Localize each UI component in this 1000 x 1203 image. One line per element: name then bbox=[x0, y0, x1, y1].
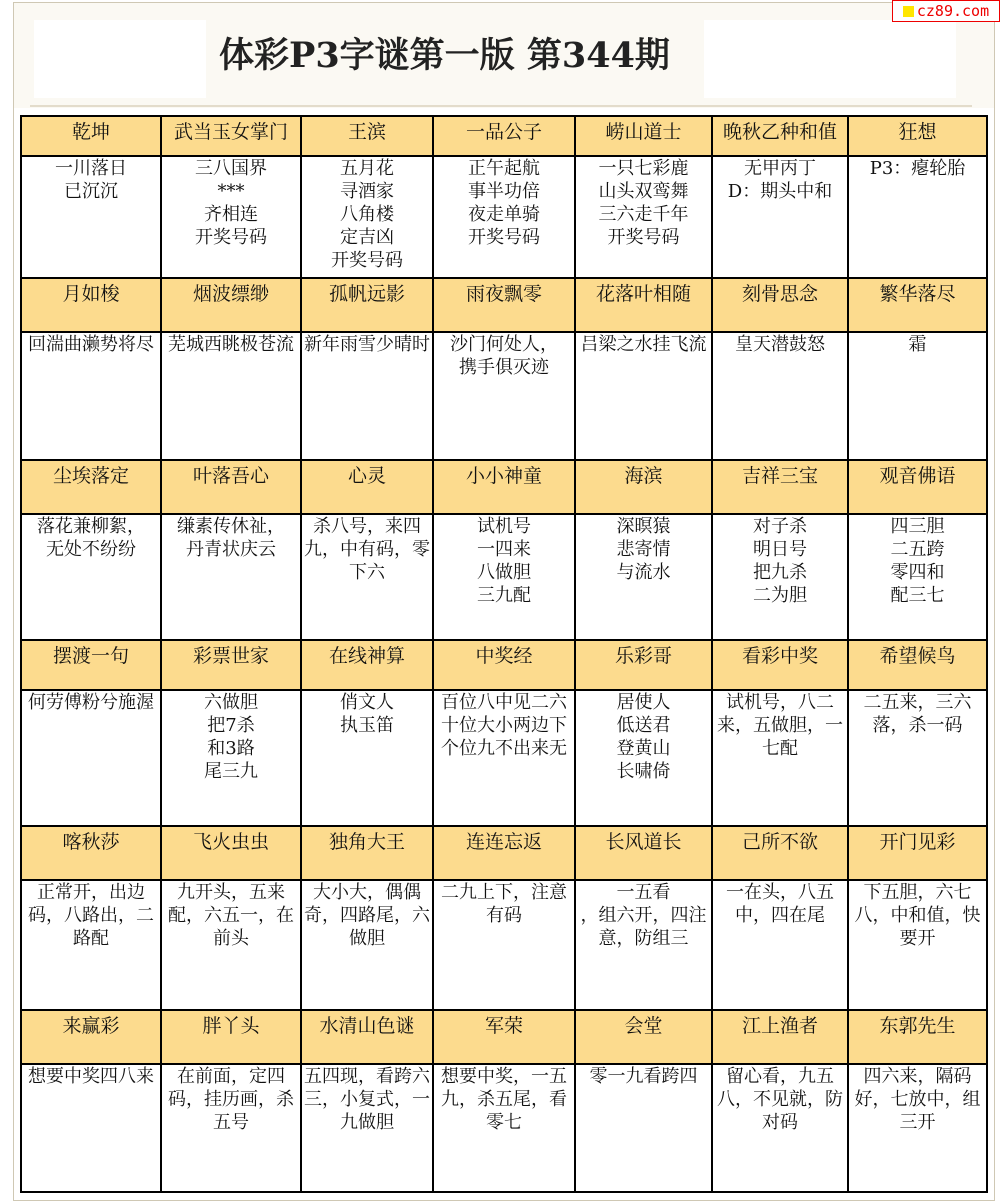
riddle-text: 沙门何处人， 携手俱灭迹 bbox=[433, 332, 575, 460]
author-name: 希望候鸟 bbox=[848, 640, 987, 690]
author-name: 飞火虫虫 bbox=[161, 826, 301, 880]
content-row bbox=[21, 514, 987, 640]
author-name: 雨夜飘零 bbox=[433, 278, 575, 332]
header-row bbox=[21, 116, 987, 156]
logo-square-icon bbox=[903, 6, 914, 17]
author-name: 长风道长 bbox=[575, 826, 712, 880]
riddle-text: 想要中奖四八来 bbox=[21, 1064, 161, 1192]
riddle-text: 二五来，三六落，杀一码 bbox=[848, 690, 987, 826]
author-name: 连连忘返 bbox=[433, 826, 575, 880]
content-row bbox=[21, 1064, 987, 1192]
riddle-text: 在前面，定四码，挂历画，杀五号 bbox=[161, 1064, 301, 1192]
header-row bbox=[21, 278, 987, 332]
riddle-text: 杀八号，来四九，中有码，零下六 bbox=[301, 514, 433, 640]
riddle-text: 三八国界 *** 齐相连 开奖号码 bbox=[161, 156, 301, 278]
content-row bbox=[21, 332, 987, 460]
riddle-text: 霜 bbox=[848, 332, 987, 460]
author-name: 来赢彩 bbox=[21, 1010, 161, 1064]
header-row bbox=[21, 640, 987, 690]
author-name: 观音佛语 bbox=[848, 460, 987, 514]
riddle-text: 六做胆 把7杀 和3路 尾三九 bbox=[161, 690, 301, 826]
author-name: 东郭先生 bbox=[848, 1010, 987, 1064]
author-name: 中奖经 bbox=[433, 640, 575, 690]
riddle-text: 四三胆 二五跨 零四和 配三七 bbox=[848, 514, 987, 640]
riddle-text: 一只七彩鹿 山头双鸾舞 三六走千年 开奖号码 bbox=[575, 156, 712, 278]
author-name: 看彩中奖 bbox=[712, 640, 848, 690]
riddle-text: 俏文人 执玉笛 bbox=[301, 690, 433, 826]
site-watermark bbox=[892, 0, 1000, 22]
riddle-text: 百位八中见二六 十位大小两边下 个位九不出来无 bbox=[433, 690, 575, 826]
author-name: 军荣 bbox=[433, 1010, 575, 1064]
author-name: 尘埃落定 bbox=[21, 460, 161, 514]
author-name: 花落叶相随 bbox=[575, 278, 712, 332]
author-name: 武当玉女掌门 bbox=[161, 116, 301, 156]
riddle-table bbox=[20, 115, 988, 1193]
riddle-text: P3：瘪轮胎 bbox=[848, 156, 987, 278]
riddle-text: 四六来，隔码好，七放中，组三开 bbox=[848, 1064, 987, 1192]
header-divider bbox=[30, 105, 972, 107]
riddle-text: 五四现，看跨六三，小复式，一九做胆 bbox=[301, 1064, 433, 1192]
author-name: 喀秋莎 bbox=[21, 826, 161, 880]
riddle-text: 五月花 寻酒家 八角楼 定吉凶 开奖号码 bbox=[301, 156, 433, 278]
riddle-text: 皇天潜鼓怒 bbox=[712, 332, 848, 460]
riddle-text: 深暝猿 悲寄情 与流水 bbox=[575, 514, 712, 640]
riddle-text: 大小大，偶偶奇，四路尾，六做胆 bbox=[301, 880, 433, 1010]
header-left-panel bbox=[34, 20, 206, 98]
author-name: 狂想 bbox=[848, 116, 987, 156]
header-right-panel bbox=[704, 20, 956, 98]
riddle-text: 一在头，八五中，四在尾 bbox=[712, 880, 848, 1010]
author-name: 心灵 bbox=[301, 460, 433, 514]
riddle-text: 对子杀 明日号 把九杀 二为胆 bbox=[712, 514, 848, 640]
riddle-text: 一五看 ，组六开，四注意，防组三 bbox=[575, 880, 712, 1010]
riddle-text: 吕梁之水挂飞流 bbox=[575, 332, 712, 460]
author-name: 小小神童 bbox=[433, 460, 575, 514]
riddle-text: 无甲丙丁 D：期头中和 bbox=[712, 156, 848, 278]
author-name: 海滨 bbox=[575, 460, 712, 514]
page-title: 体彩P3字谜第一版 第344期 bbox=[219, 35, 670, 76]
author-name: 叶落吾心 bbox=[161, 460, 301, 514]
riddle-text: 试机号，八二来，五做胆，一七配 bbox=[712, 690, 848, 826]
riddle-text: 居使人 低送君 登黄山 长啸倚 bbox=[575, 690, 712, 826]
author-name: 会堂 bbox=[575, 1010, 712, 1064]
author-name: 开门见彩 bbox=[848, 826, 987, 880]
author-name: 吉祥三宝 bbox=[712, 460, 848, 514]
riddle-text: 何劳傅粉兮施渥 bbox=[21, 690, 161, 826]
author-name: 刻骨思念 bbox=[712, 278, 848, 332]
author-name: 水清山色谜 bbox=[301, 1010, 433, 1064]
riddle-text: 二九上下，注意有码 bbox=[433, 880, 575, 1010]
riddle-text: 回湍曲濑势将尽 bbox=[21, 332, 161, 460]
content-row bbox=[21, 690, 987, 826]
header-row bbox=[21, 826, 987, 880]
author-name: 繁华落尽 bbox=[848, 278, 987, 332]
content-row bbox=[21, 880, 987, 1010]
riddle-text: 新年雨雪少晴时 bbox=[301, 332, 433, 460]
author-name: 月如梭 bbox=[21, 278, 161, 332]
author-name: 摆渡一句 bbox=[21, 640, 161, 690]
riddle-text: 想要中奖，一五九，杀五尾，看零七 bbox=[433, 1064, 575, 1192]
riddle-text: 零一九看跨四 bbox=[575, 1064, 712, 1192]
author-name: 一品公子 bbox=[433, 116, 575, 156]
riddle-text: 芜城西眺极苍流 bbox=[161, 332, 301, 460]
riddle-text: 正午起航 事半功倍 夜走单骑 开奖号码 bbox=[433, 156, 575, 278]
riddle-text: 留心看，九五八，不见就，防对码 bbox=[712, 1064, 848, 1192]
header-row bbox=[21, 1010, 987, 1064]
author-name: 晚秋乙种和值 bbox=[712, 116, 848, 156]
author-name: 彩票世家 bbox=[161, 640, 301, 690]
author-name: 王滨 bbox=[301, 116, 433, 156]
author-name: 孤帆远影 bbox=[301, 278, 433, 332]
author-name: 胖丫头 bbox=[161, 1010, 301, 1064]
author-name: 乾坤 bbox=[21, 116, 161, 156]
header bbox=[14, 3, 994, 108]
riddle-text: 落花兼柳絮， 无处不纷纷 bbox=[21, 514, 161, 640]
author-name: 烟波缥缈 bbox=[161, 278, 301, 332]
author-name: 江上渔者 bbox=[712, 1010, 848, 1064]
header-row bbox=[21, 460, 987, 514]
author-name: 己所不欲 bbox=[712, 826, 848, 880]
riddle-text: 一川落日 已沉沉 bbox=[21, 156, 161, 278]
content-row bbox=[21, 156, 987, 278]
riddle-text: 试机号 一四来 八做胆 三九配 bbox=[433, 514, 575, 640]
watermark-text: cz89.com bbox=[916, 2, 990, 20]
author-name: 乐彩哥 bbox=[575, 640, 712, 690]
author-name: 崂山道士 bbox=[575, 116, 712, 156]
riddle-text: 九开头，五来配，六五一，在前头 bbox=[161, 880, 301, 1010]
author-name: 在线神算 bbox=[301, 640, 433, 690]
riddle-text: 正常开，出边码，八路出，二路配 bbox=[21, 880, 161, 1010]
riddle-text: 下五胆，六七八，中和值，快要开 bbox=[848, 880, 987, 1010]
riddle-text: 缣素传休祉， 丹青状庆云 bbox=[161, 514, 301, 640]
author-name: 独角大王 bbox=[301, 826, 433, 880]
